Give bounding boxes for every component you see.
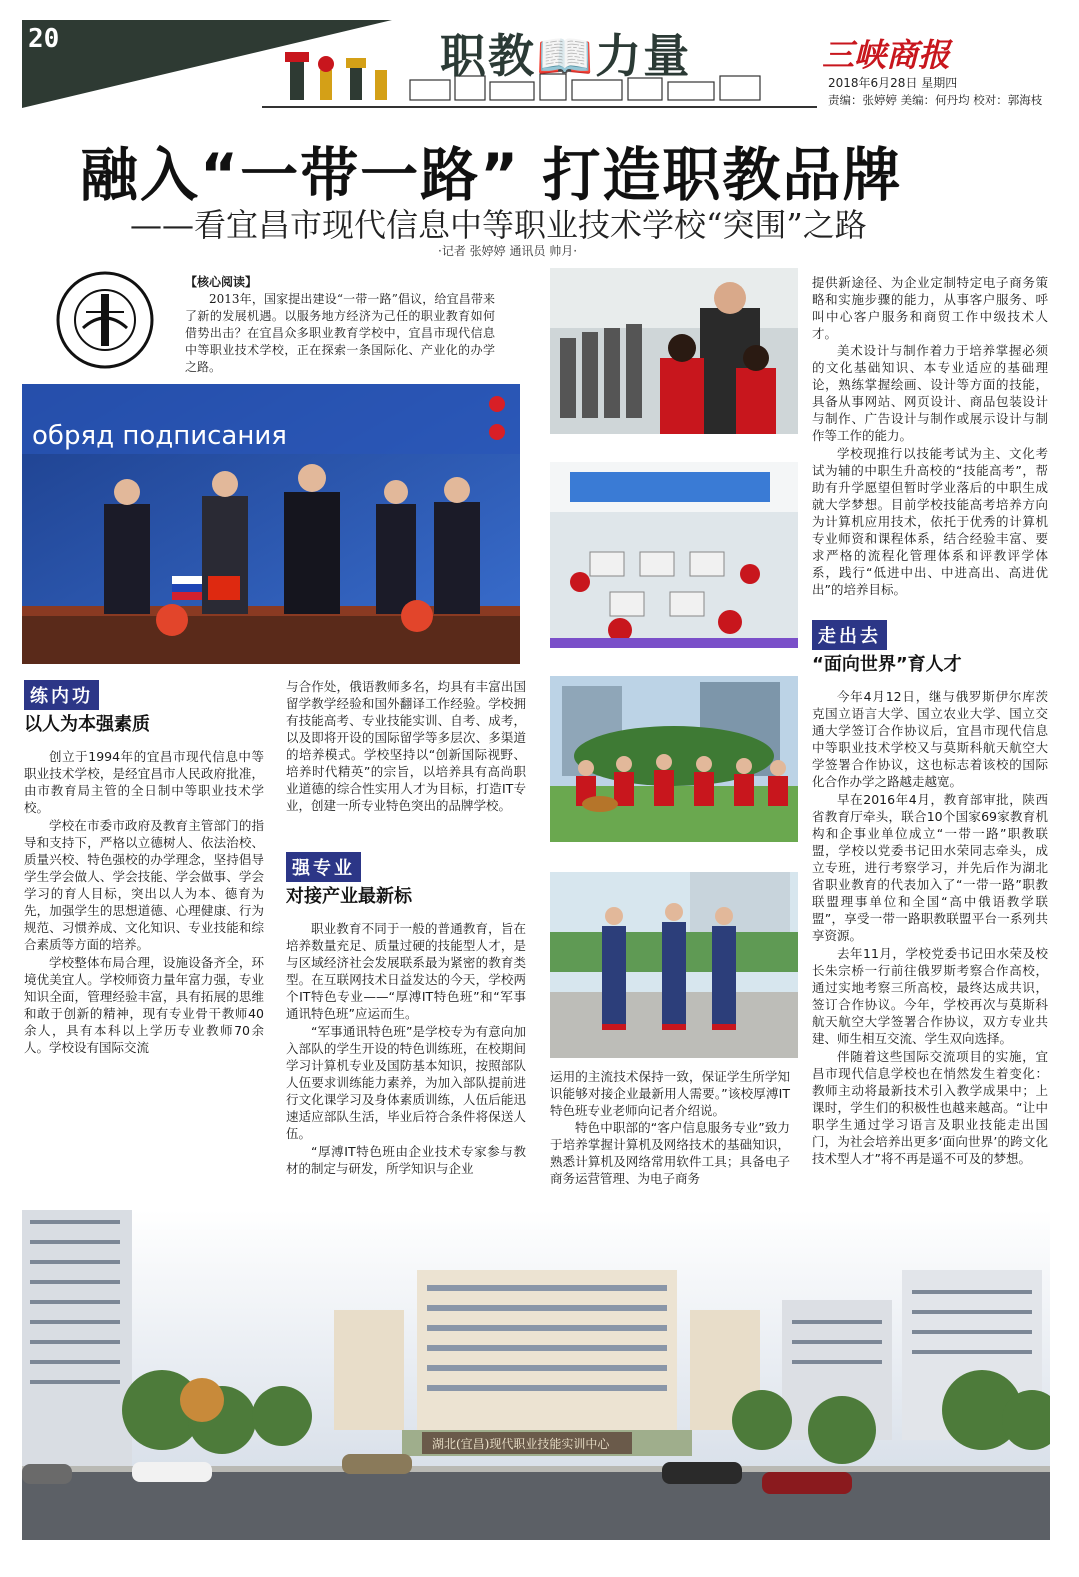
column-2-top-text — [286, 678, 526, 814]
column-1-text — [24, 748, 264, 1057]
signing-banner-text: обряд подписания — [32, 421, 287, 451]
paragraph: 学校整体布局合理，设施设备齐全，环境优美宜人。学校师资力量年富力强，专业知识全面，管理经验丰富，具有拓展的思维和敢于创新的精神，现有专业骨干教师40余人，具有本科以上学历专业教师70余人。学校设有国际交流 — [24, 955, 264, 1055]
issue-date: 2018年6月28日 星期四 — [828, 76, 958, 90]
column-2-text — [286, 920, 526, 1178]
book-icon: 📖 — [536, 29, 596, 83]
section-subtitle-1: 以人为本强素质 — [24, 714, 150, 735]
subheadline: ——看宜昌市现代信息中等职业技术学校“突围”之路 — [130, 206, 867, 244]
computer-lab-photo — [550, 462, 798, 648]
paragraph: 运用的主流技术保持一致，保证学生所学知识能够对接企业最新用人需要。”该校厚溥IT特色班专业老师向记者介绍说。 — [550, 1069, 790, 1118]
paragraph: 职业教育不同于一般的普通教育，旨在培养数量充足、质量过硬的技能型人才，是与区域经济社会发展联系最为紧密的教育类型。在互联网技术日益发达的今天，学校两个IT特色专业——“厚溥IT特色班”和“军事通讯特色班”应运而生。 — [286, 921, 526, 1021]
military-class-photo — [550, 872, 798, 1058]
school-logo-icon — [50, 268, 160, 372]
editor-credits: 责编：张婷婷 美编：何丹均 校对：郭海枝 — [828, 93, 1043, 107]
section-subtitle-3: “面向世界”育人才 — [812, 654, 962, 675]
section-tag-3: 走出去 — [812, 620, 887, 650]
paragraph: 美术设计与制作着力于培养掌握必须的文化基础知识、本专业适应的基础理论，熟练掌握绘画、设计等方面的技能，具备从事网站、网页设计、商品包装设计与制作、广告设计与制作或展示设计与制作等工作的能力。 — [812, 343, 1048, 443]
paragraph: 早在2016年4月，教育部审批，陕西省教育厅牵头，联合10个国家69家教育机构和企事业单位成立“一带一路”职教联盟，学校以党委书记田水荣同志牵头，成立专班，进行考察学习，并先后作为湖北省职业教育的代表加入了“一带一路”职教联盟理事单位和全国“高中俄语教学联盟”，享受一带一路职教联盟平台一系列共享资源。 — [812, 792, 1048, 943]
paragraph: 提供新途径、为企业定制特定电子商务策略和实施步骤的能力，从事客户服务、呼叫中心客户服务和商贸工作中级技术人才。 — [812, 275, 1048, 341]
header-rule — [262, 106, 817, 108]
column-title-part-a: 职教 — [440, 29, 536, 83]
byline: ·记者 张婷婷 通讯员 帅月· — [438, 244, 578, 258]
column-title-part-b: 力量 — [595, 29, 692, 83]
headline: 融入“一带一路” 打造职教品牌 — [80, 141, 903, 209]
classroom-photo — [550, 268, 798, 434]
section-subtitle-2: 对接产业最新标 — [286, 886, 412, 907]
core-reading-text: 2013年，国家提出建设“一带一路”倡议，给宜昌带来了新的发展机遇。以服务地方经济为己任的职业教育如何借势出击？在宜昌众多职业教育学校中，宜昌市现代信息中等职业技术学校，正在探索一条国际化、产业化的办学之路。 — [185, 292, 495, 374]
paragraph: 今年4月12日，继与俄罗斯伊尔库茨克国立语言大学、国立农业大学、国立交通大学签订合作协议后，宜昌市现代信息中等职业技术学校又与莫斯科航天航空大学签署合作协议，这也标志着该校的国际化合作办学之路越走越宽。 — [812, 689, 1048, 789]
core-reading-label: 【核心阅读】 — [185, 275, 258, 289]
paragraph: 去年11月，学校党委书记田水荣及校长朱宗桥一行前往俄罗斯考察合作高校，通过实地考察三所高校，最终达成共识，签订合作协议。今年，学校再次与莫斯科航天航空大学签署合作协议，双方专业共建、师生相互交流、学生双向选择。 — [812, 946, 1048, 1046]
students-guitar-photo — [550, 676, 798, 842]
signing-ceremony-photo — [22, 384, 520, 664]
section-tag-2: 强专业 — [286, 852, 361, 882]
paragraph: 伴随着这些国际交流项目的实施，宜昌市现代信息学校也在悄然发生着变化：教师主动将最新技术引入教学成果中；上课时，学生们的积极性也越来越高。“让中职学生通过学习语言及职业技能走出国门，为社会培养出更多‘面向世界’的跨文化技术型人才”将不再是遥不可及的梦想。 — [812, 1049, 1048, 1166]
paragraph: “军事通讯特色班”是学校专为有意向加入部队的学生开设的特色训练班，在校期间学习计算机专业及国防基本知识，按照部队人伍要求训练能力素养，为加入部队提前进行文化课学习及身体素质训练，人伍后能迅速适应部队生活，毕业后符合条件将保送人伍。 — [286, 1024, 526, 1141]
page-number: 20 — [28, 24, 60, 54]
paragraph: 创立于1994年的宜昌市现代信息中等职业技术学校，是经宜昌市人民政府批准，由市教育局主管的全日制中等职业技术学校。 — [24, 749, 264, 815]
campus-rendering — [22, 1210, 1050, 1540]
section-tag-1: 练内功 — [24, 680, 99, 710]
paragraph: 特色中职部的“客户信息服务专业”致力于培养掌握计算机及网络技术的基础知识，熟悉计算机及网络常用软件工具；具备电子商务运营管理、为电子商务 — [550, 1120, 790, 1186]
campus-sign-text: 湖北(宜昌)现代职业技能实训中心 — [432, 1437, 610, 1451]
column-4-section-text — [812, 688, 1048, 1168]
paragraph: 学校现推行以技能考试为主、文化考试为辅的中职生升高校的“技能高考”，帮助有升学愿望但暂时学业落后的中职生成就大学梦想。目前学校技能高考培养方向为计算机应用技术，依托于优秀的计算机专业师资和课程体系，结合经验丰富、要求严格的流程化管理体系和评教评学体系，践行“低进中出、中进高出、高进优出”的培养目标。 — [812, 446, 1048, 597]
paragraph: 与合作处，俄语教师多名，均具有丰富出国留学教学经验和国外翻译工作经验。学校拥有技能高考、专业技能实训、自考、成考，以及即将开设的国际留学等多层次、多渠道的培养模式。学校坚持以“创新国际视野、培养时代精英”的宗旨，以培养具有高尚职业道德的综合性实用人才为目标，打造IT专业，创建一所专业特色突出的品牌学校。 — [286, 679, 526, 813]
paragraph: “厚溥IT特色班由企业技术专家参与教材的制定与研发，所学知识与企业 — [286, 1144, 526, 1176]
column-4-text — [812, 274, 1048, 599]
column-title — [440, 20, 691, 86]
newspaper-masthead: 三峡商报 — [822, 36, 951, 74]
column-3-text — [550, 1068, 790, 1188]
core-reading — [185, 274, 495, 376]
paragraph: 学校在市委市政府及教育主管部门的指导和支持下，严格以立德树人、依法治校、质量兴校、特色强校的办学理念，坚持倡导学生学会做人、学会技能、学会做事、学会学习的育人目标，突出以人为本、德育为先，加强学生的思想道德、心理健康、行为规范、习惯养成、文化知识、专业技能和综合素质等方面的培养。 — [24, 818, 264, 952]
